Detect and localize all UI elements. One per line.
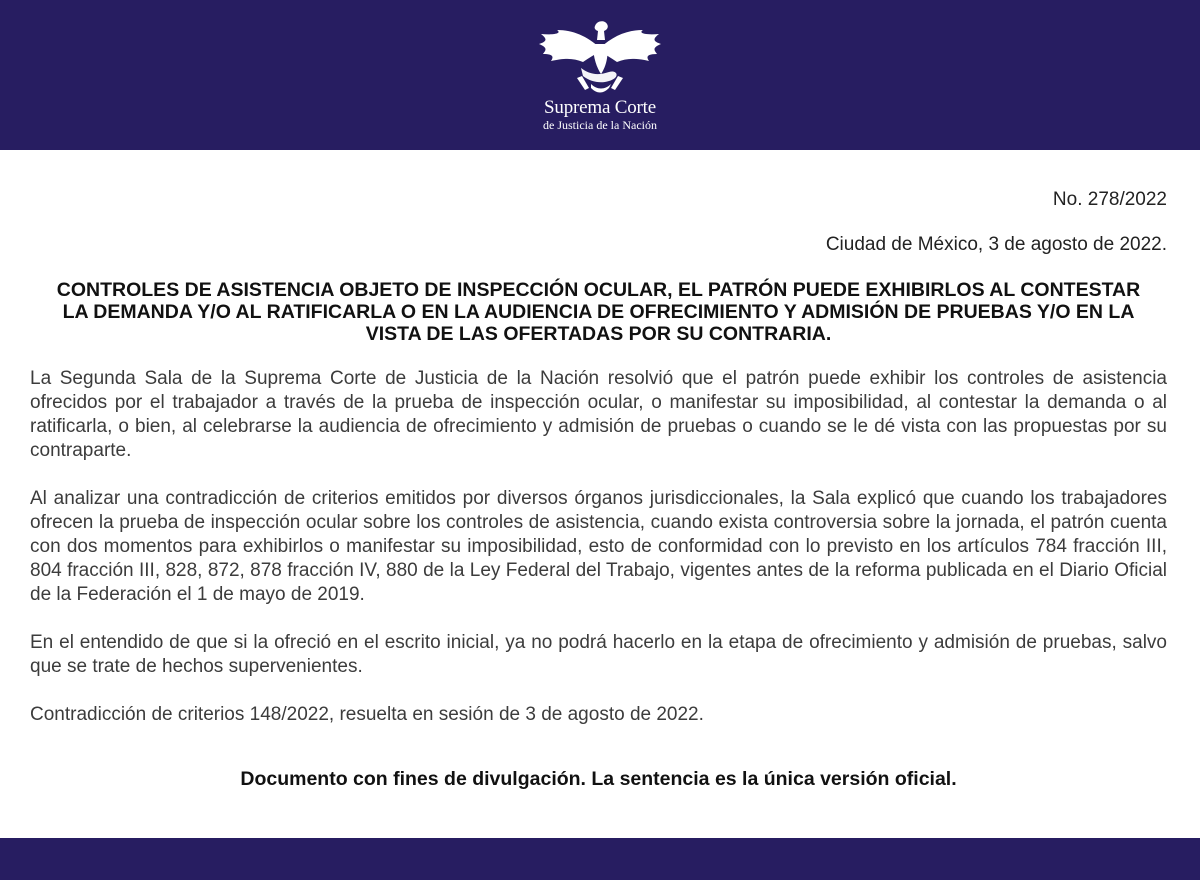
footer-banner (0, 838, 1200, 880)
paragraph-3: En el entendido de que si la ofreció en el escrito inicial, ya no podrá hacerlo en la etapa de ofrecimiento y admisión de pruebas, salvo que se trate de hechos supervenientes. (30, 632, 1167, 677)
release-number: No. 278/2022 (1052, 189, 1167, 210)
logo-title: Suprema Corte (544, 97, 656, 118)
logo-subtitle: de Justicia de la Nación (543, 118, 657, 132)
paragraph-4: Contradicción de criterios 148/2022, resuelta en sesión de 3 de agosto de 2022. (30, 704, 704, 725)
header-banner (0, 0, 1200, 150)
disclaimer: Documento con fines de divulgación. La sentencia es la única versión oficial. (240, 768, 957, 790)
place-date: Ciudad de México, 3 de agosto de 2022. (825, 234, 1167, 255)
press-release-body (30, 150, 1167, 791)
scjn-logo (520, 18, 680, 138)
paragraph-2: Al analizar una contradicción de criterios emitidos por diversos órganos jurisdiccionales, la Sala explicó que cuando los trabajadores ofrecen la prueba de inspección ocular sobre los controles de asistencia, cuando exista controversia sobre la jornada, el patrón cuenta con dos momentos para exhibirlos o manifestar su imposibilidad, esto de conformidad con lo previsto en los artículos 784 fracción III, 804 fracción III, 828, 872, 878 fracción IV, 880 de la Ley Federal del Trabajo, vigentes antes de la reforma publicada en el Diario Oficial de la Federación el 1 de mayo de 2019. (30, 488, 1167, 605)
release-title: CONTROLES DE ASISTENCIA OBJETO DE INSPECCIÓN OCULAR, EL PATRÓN PUEDE EXHIBIRLOS AL CONTESTAR LA DEMANDA Y/O AL RATIFICARLA O EN LA AUDIENCIA DE OFRECIMIENTO Y ADMISIÓN DE PRUEBAS Y/O EN LA VISTA DE LAS OFERTADAS POR SU CONTRARIA. (56, 279, 1141, 345)
paragraph-1: La Segunda Sala de la Suprema Corte de Justicia de la Nación resolvió que el patrón puede exhibir los controles de asistencia ofrecidos por el trabajador a través de la prueba de inspección ocular, o manifestar su imposibilidad, al contestar la demanda o al ratificarla, o bien, al celebrarse la audiencia de ofrecimiento y admisión de pruebas o cuando se le dé vista con las propuestas por su contraparte. (30, 368, 1167, 461)
eagle-emblem-icon (537, 18, 663, 94)
